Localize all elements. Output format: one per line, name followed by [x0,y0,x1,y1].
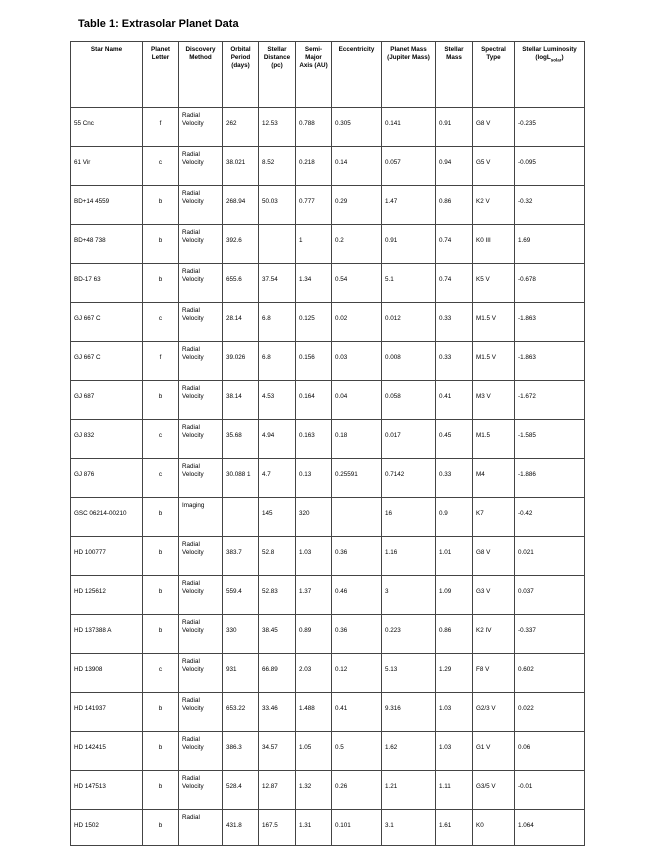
table-title: Table 1: Extrasolar Planet Data [78,18,239,30]
table-cell: 431.8 [223,810,259,846]
table-cell: 37.54 [259,264,296,303]
table-cell: 0.2 [332,225,382,264]
table-cell: 0.25591 [332,459,382,498]
table-cell: 0.46 [332,576,382,615]
table-cell: 52.83 [259,576,296,615]
table-cell: GJ 687 [71,381,143,420]
table-cell: 12.87 [259,771,296,810]
table-cell: 0.74 [436,264,473,303]
table-cell: 5.1 [382,264,436,303]
table-cell: GJ 667 C [71,303,143,342]
table-cell: M3 V [473,381,515,420]
table-cell: 33.46 [259,693,296,732]
table-cell: 653.22 [223,693,259,732]
table-cell: HD 125612 [71,576,143,615]
table-cell: 6.8 [259,342,296,381]
table-cell: K2 V [473,186,515,225]
table-row [71,615,585,654]
table-cell: 0.141 [382,108,436,147]
table-cell: 0.017 [382,420,436,459]
table-cell: 330 [223,615,259,654]
table-row [71,732,585,771]
table-cell: 1.03 [436,732,473,771]
table-row [71,537,585,576]
table-cell: 0.125 [296,303,332,342]
table-cell: 0.13 [296,459,332,498]
luminosity-header-main: Stellar Luminosity (logL [522,46,577,61]
column-header: Star Name [71,42,143,108]
table-cell: 0.74 [436,225,473,264]
column-header: Spectral Type [473,42,515,108]
luminosity-header-close: ) [561,54,564,61]
table-cell: 1.21 [382,771,436,810]
table-cell: 8.52 [259,147,296,186]
table-cell: F8 V [473,654,515,693]
table-cell: 0.021 [515,537,585,576]
table-cell: 0.058 [382,381,436,420]
table-cell: b [143,225,179,264]
table-cell: 383.7 [223,537,259,576]
table-cell: 268.94 [223,186,259,225]
table-cell: 61 Vir [71,147,143,186]
table-cell: 38.14 [223,381,259,420]
table-cell: 1.29 [436,654,473,693]
table-cell: -0.32 [515,186,585,225]
table-cell: 145 [259,498,296,537]
table-cell: 0.057 [382,147,436,186]
table-cell: K2 IV [473,615,515,654]
luminosity-header-subscript: solar [550,57,562,63]
table-cell: K0 [473,810,515,846]
table-cell: Radial Velocity [179,186,223,225]
table-cell: M4 [473,459,515,498]
table-cell: G5 V [473,147,515,186]
table-cell: 30.088 1 [223,459,259,498]
table-cell: b [143,810,179,846]
table-cell: 655.6 [223,264,259,303]
table-cell: HD 137388 A [71,615,143,654]
table-row [71,186,585,225]
table-cell: 1.064 [515,810,585,846]
table-cell: Radial Velocity [179,615,223,654]
table-cell: 0.86 [436,186,473,225]
table-cell: b [143,264,179,303]
table-cell [223,498,259,537]
table-cell: 392.6 [223,225,259,264]
table-cell: 0.29 [332,186,382,225]
table-cell: 1.488 [296,693,332,732]
table-cell: Radial Velocity [179,264,223,303]
table-cell: 1.32 [296,771,332,810]
table-cell: 1.61 [436,810,473,846]
table-cell: 528.4 [223,771,259,810]
table-cell: -1.863 [515,303,585,342]
table-cell [259,225,296,264]
table-cell [332,498,382,537]
table-cell: 0.008 [382,342,436,381]
table-cell: 0.305 [332,108,382,147]
table-cell: c [143,459,179,498]
table-cell: 0.163 [296,420,332,459]
table-cell: b [143,537,179,576]
table-cell: 38.45 [259,615,296,654]
table-cell: Radial Velocity [179,654,223,693]
table-cell: HD 100777 [71,537,143,576]
table-cell: -1.585 [515,420,585,459]
table-cell: 0.45 [436,420,473,459]
planet-data-table [70,41,585,846]
table-cell: 0.36 [332,615,382,654]
table-row [71,303,585,342]
table-row [71,654,585,693]
table-row [71,108,585,147]
table-cell: 0.03 [332,342,382,381]
column-header: Planet Mass (Jupiter Mass) [382,42,436,108]
table-cell: 559.4 [223,576,259,615]
table-row [71,576,585,615]
table-row [71,498,585,537]
column-header: Semi-Major Axis (AU) [296,42,332,108]
table-row [71,459,585,498]
table-cell: 6.8 [259,303,296,342]
table-row [71,147,585,186]
table-cell: 0.26 [332,771,382,810]
table-cell: G8 V [473,108,515,147]
table-cell: c [143,420,179,459]
table-cell: 66.89 [259,654,296,693]
table-cell: Radial Velocity [179,225,223,264]
table-cell: 0.18 [332,420,382,459]
table-cell: 0.54 [332,264,382,303]
table-cell: 0.037 [515,576,585,615]
table-cell: BD+48 738 [71,225,143,264]
table-cell: M1.5 V [473,303,515,342]
table-cell: Radial Velocity [179,381,223,420]
table-cell: -0.235 [515,108,585,147]
table-cell: 0.94 [436,147,473,186]
table-cell: G3 V [473,576,515,615]
column-header: Eccentricity [332,42,382,108]
table-cell: 1.03 [296,537,332,576]
table-cell: BD-17 63 [71,264,143,303]
table-cell: 0.156 [296,342,332,381]
table-cell: 1.09 [436,576,473,615]
table-cell: K5 V [473,264,515,303]
column-header [515,42,585,108]
table-cell: 0.36 [332,537,382,576]
table-cell: 262 [223,108,259,147]
table-cell: K0 III [473,225,515,264]
table-cell: 0.04 [332,381,382,420]
table-cell: G8 V [473,537,515,576]
table-cell: Radial Velocity [179,459,223,498]
table-cell: 28.14 [223,303,259,342]
table-cell: 0.91 [382,225,436,264]
column-header: Planet Letter [143,42,179,108]
table-cell: 34.57 [259,732,296,771]
table-row [71,771,585,810]
table-cell: G2/3 V [473,693,515,732]
table-cell: 0.7142 [382,459,436,498]
table-cell: 0.223 [382,615,436,654]
table-cell: 1.16 [382,537,436,576]
table-cell: GJ 667 C [71,342,143,381]
table-cell: 4.53 [259,381,296,420]
table-cell: 931 [223,654,259,693]
table-cell: f [143,342,179,381]
table-cell: 0.022 [515,693,585,732]
table-cell: b [143,732,179,771]
table-cell: b [143,186,179,225]
table-cell: 1.47 [382,186,436,225]
table-cell: b [143,498,179,537]
table-cell: 1.31 [296,810,332,846]
table-row [71,225,585,264]
table-cell: 0.41 [436,381,473,420]
table-cell: 0.012 [382,303,436,342]
table-cell: b [143,381,179,420]
table-cell: 0.06 [515,732,585,771]
table-row [71,264,585,303]
table-cell: Radial Velocity [179,108,223,147]
table-cell: -0.01 [515,771,585,810]
table-cell: 16 [382,498,436,537]
table-cell: 55 Cnc [71,108,143,147]
table-cell: c [143,654,179,693]
table-cell: 0.86 [436,615,473,654]
table-cell: 1.62 [382,732,436,771]
table-cell: HD 13908 [71,654,143,693]
table-cell: -0.678 [515,264,585,303]
table-cell: GJ 876 [71,459,143,498]
column-header: Stellar Distance (pc) [259,42,296,108]
table-cell: Radial Velocity [179,771,223,810]
table-cell: -0.095 [515,147,585,186]
header-row [71,42,585,108]
table-cell: Radial Velocity [179,147,223,186]
table-cell: Radial Velocity [179,693,223,732]
table-cell: 167.5 [259,810,296,846]
table-cell: 0.14 [332,147,382,186]
table-cell: M1.5 V [473,342,515,381]
table-cell: Radial [179,810,223,846]
table-cell: HD 147513 [71,771,143,810]
table-cell: 2.03 [296,654,332,693]
table-cell: 1.01 [436,537,473,576]
table-cell: 1.05 [296,732,332,771]
table-cell: GJ 832 [71,420,143,459]
table-cell: 0.788 [296,108,332,147]
table-cell: 3.1 [382,810,436,846]
table-cell: 0.91 [436,108,473,147]
table-cell: 1.34 [296,264,332,303]
table-cell: 52.8 [259,537,296,576]
table-row [71,693,585,732]
table-cell: 0.02 [332,303,382,342]
table-cell: b [143,576,179,615]
table-cell: 1.03 [436,693,473,732]
table-cell: Radial Velocity [179,732,223,771]
table-cell: 0.33 [436,342,473,381]
table-cell: f [143,108,179,147]
column-header: Orbital Period (days) [223,42,259,108]
table-cell: Radial Velocity [179,420,223,459]
table-cell: Radial Velocity [179,537,223,576]
table-cell: 0.164 [296,381,332,420]
table-cell: -1.886 [515,459,585,498]
table-cell: 3 [382,576,436,615]
column-header: Stellar Mass [436,42,473,108]
table-cell: 386.3 [223,732,259,771]
table-cell: G1 V [473,732,515,771]
table-cell: 12.53 [259,108,296,147]
table-cell: HD 142415 [71,732,143,771]
table-cell: c [143,303,179,342]
table-cell: c [143,147,179,186]
table-cell: Imaging [179,498,223,537]
table-cell: K7 [473,498,515,537]
table-cell: Radial Velocity [179,303,223,342]
table-cell: Radial Velocity [179,576,223,615]
table-cell: 4.7 [259,459,296,498]
table-cell: 1.69 [515,225,585,264]
table-cell: 0.12 [332,654,382,693]
table-cell: 38.021 [223,147,259,186]
table-cell: b [143,771,179,810]
table-cell: b [143,615,179,654]
table-cell: 1.37 [296,576,332,615]
table-cell: 1 [296,225,332,264]
table-cell: 0.33 [436,303,473,342]
table-cell: 50.03 [259,186,296,225]
table-cell: 5.13 [382,654,436,693]
table-cell: 0.9 [436,498,473,537]
table-cell: M1.5 [473,420,515,459]
table-cell: 0.5 [332,732,382,771]
column-header: Discovery Method [179,42,223,108]
table-cell: 0.89 [296,615,332,654]
table-cell: 0.41 [332,693,382,732]
table-cell: -0.337 [515,615,585,654]
table-cell: BD+14 4559 [71,186,143,225]
table-row [71,810,585,846]
table-cell: 0.33 [436,459,473,498]
table-cell: -1.863 [515,342,585,381]
table-cell: Radial Velocity [179,342,223,381]
table-cell: 0.777 [296,186,332,225]
table-cell: -1.672 [515,381,585,420]
table-cell: 35.68 [223,420,259,459]
table-cell: HD 1502 [71,810,143,846]
table-cell: 4.94 [259,420,296,459]
table-cell: 0.218 [296,147,332,186]
table-cell: GSC 06214-00210 [71,498,143,537]
table-cell: 0.101 [332,810,382,846]
table-row [71,342,585,381]
table-row [71,381,585,420]
table-cell: 1.11 [436,771,473,810]
table-cell: 0.602 [515,654,585,693]
table-cell: 39.026 [223,342,259,381]
table-cell: b [143,693,179,732]
table-row [71,420,585,459]
table-cell: 320 [296,498,332,537]
table-cell: G3/5 V [473,771,515,810]
table-cell: -0.42 [515,498,585,537]
table-cell: 9.316 [382,693,436,732]
table-cell: HD 141937 [71,693,143,732]
